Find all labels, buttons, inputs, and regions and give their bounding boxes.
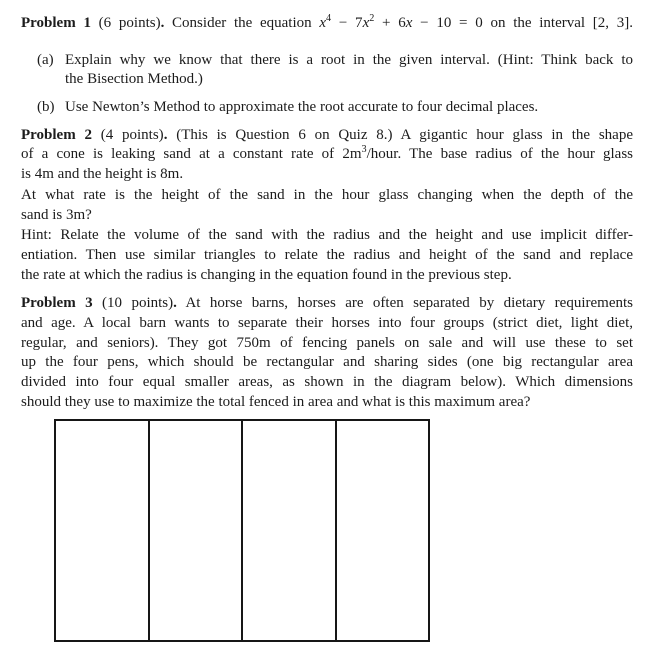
problem-3-line-6: should they use to maximize the total fenced in area and what is this maximum area?: [21, 393, 531, 410]
item-a-line-2: the Bisection Method.): [65, 71, 203, 88]
problem-3-line-4: up the four pens, which should be rectangular and sharing sides (one big rectangular area: [21, 354, 633, 371]
problem-3-line-5: divided into four equal smaller areas, as shown in the diagram below). Which dimensions: [21, 374, 633, 390]
item-a-line-1: Explain why we know that there is a root in the given interval. (Hint: Think back to: [65, 51, 633, 68]
problem-2-line-2: of a cone is leaking sand at a constant rate of $2m^3$/hour. The base radius of the hour glass: [21, 144, 633, 163]
problem-2-line-1: Problem 2 (4 points). (This is Question 6 on Quiz 8.) A gigantic hour glass in the shape: [21, 126, 633, 143]
problem-2-hint-line-2: entiation. Then use similar triangles to relate the radius and height of the sand and replace: [21, 246, 633, 263]
problem-3-section: [21, 294, 633, 642]
problem-3-line-3: regular, and seniors). They got 750m of fencing panels on sale and will use these to set: [21, 334, 633, 351]
problem-3-line-2: and age. A local barn wants to separate their horses into four groups (strict diet, light diet,: [21, 314, 633, 331]
problem-2-question-line-2: sand is 3m?: [21, 206, 92, 223]
problem-2-section: [21, 126, 633, 286]
item-b-line-1: Use Newton’s Method to approximate the root accurate to four decimal places.: [65, 99, 539, 116]
problem-2-hint-line-1: Hint: Relate the volume of the sand with the radius and the height and use implicit differ-: [21, 227, 633, 244]
problem-1-section: [21, 14, 633, 118]
fencing-pens-diagram: [54, 419, 430, 642]
problem-3-line-1: Problem 3 (10 points). At horse barns, horses are often separated by dietary requirements: [21, 295, 633, 312]
problem-1-item-a: [21, 51, 633, 90]
item-b-label: (b): [37, 99, 55, 116]
pen-4: [337, 421, 429, 640]
problem-3-statement: [21, 294, 633, 412]
problem-2-hint-line-3: the rate at which the radius is changing in the equation found in the previous step.: [21, 266, 512, 283]
pen-3: [243, 421, 337, 640]
problem-1-item-b: [21, 98, 633, 118]
problem-2-question: [21, 186, 633, 225]
problem-2-question-line-1: At what rate is the height of the sand in the hour glass changing when the depth of the: [21, 186, 633, 203]
problem-1-statement: Problem 1 (6 points). Consider the equation $x^4 - 7x^2 + 6x - 10 = 0$ on the interval [2, 3].: [21, 13, 634, 31]
problem-2-hint: [21, 226, 633, 285]
pen-2: [150, 421, 244, 640]
problem-2-line-3: is 4m and the height is 8m.: [21, 166, 184, 183]
pen-1: [56, 421, 150, 640]
item-a-label: (a): [37, 51, 54, 68]
problem-2-statement: [21, 126, 633, 185]
